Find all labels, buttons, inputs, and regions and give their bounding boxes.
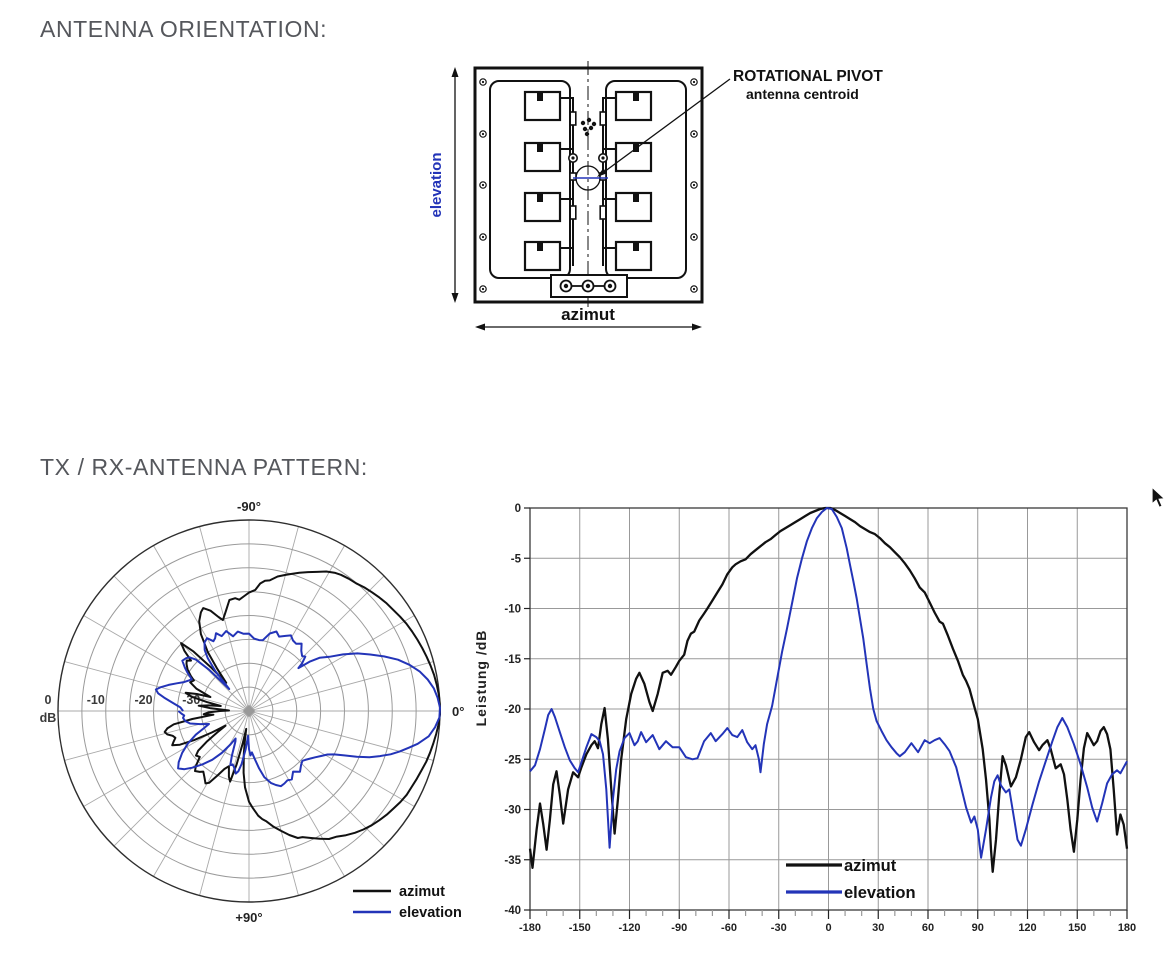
azimut-dimension <box>475 305 702 331</box>
pivot-annotation-title: ROTATIONAL PIVOT <box>733 68 883 85</box>
x-tick-label: 90 <box>971 922 984 934</box>
cartesian-grid <box>530 508 1127 910</box>
y-tick-label: -10 <box>504 603 521 616</box>
x-tick-label: -120 <box>618 922 641 934</box>
y-axis-title: Leistung /dB <box>473 629 489 727</box>
pivot-annotation-subtitle: antenna centroid <box>746 86 859 102</box>
x-tick-label: -150 <box>568 922 591 934</box>
polar-radial-tick: -10 <box>86 693 105 707</box>
polar-label-top: -90° <box>237 499 261 514</box>
polar-label-bottom: +90° <box>235 910 263 925</box>
x-tick-label: -60 <box>721 922 737 934</box>
x-tick-label: 150 <box>1068 922 1087 934</box>
x-tick-label: 0 <box>825 922 832 934</box>
polar-pattern-chart <box>20 488 470 938</box>
polar-legend-label-elevation: elevation <box>399 905 462 921</box>
x-tick-label: 30 <box>872 922 885 934</box>
mouse-cursor-icon <box>1150 486 1170 510</box>
y-tick-label: -40 <box>504 905 521 917</box>
polar-radial-tick: -30 <box>182 693 201 707</box>
x-tick-label: 180 <box>1117 922 1137 934</box>
y-tick-label: -5 <box>510 553 521 566</box>
y-tick-label: -30 <box>504 804 521 817</box>
x-tick-label: -90 <box>671 922 688 934</box>
x-tick-label: -30 <box>770 922 787 934</box>
x-axis-ticks <box>530 910 1127 919</box>
antenna-orientation-diagram <box>425 55 985 355</box>
legend-label-elevation: elevation <box>844 884 916 902</box>
legend-label-azimut: azimut <box>844 857 897 875</box>
polar-radial-tick: -20 <box>134 693 153 707</box>
x-tick-label: -180 <box>518 922 542 934</box>
polar-radial-unit: dB <box>39 711 57 725</box>
elevation-label: elevation <box>428 152 445 218</box>
polar-legend-label-azimut: azimut <box>399 884 445 900</box>
polar-radial-tick: 0 <box>44 693 52 707</box>
antenna-pattern-heading: TX / RX-ANTENNA PATTERN: <box>40 454 368 480</box>
y-tick-label: -15 <box>504 653 521 666</box>
y-tick-label: -35 <box>504 854 521 867</box>
x-tick-label: 120 <box>1018 922 1037 934</box>
polar-curve-azimut <box>165 572 440 840</box>
polar-label-right: 0° <box>452 704 465 719</box>
x-tick-label: 60 <box>921 922 935 934</box>
y-tick-label: 0 <box>514 503 521 515</box>
y-tick-label: -25 <box>504 754 521 767</box>
antenna-orientation-heading: ANTENNA ORIENTATION: <box>40 16 328 42</box>
cartesian-pattern-chart <box>470 488 1160 953</box>
azimut-label: azimut <box>561 305 615 324</box>
y-tick-label: -20 <box>504 704 521 716</box>
elevation-dimension <box>428 67 459 303</box>
